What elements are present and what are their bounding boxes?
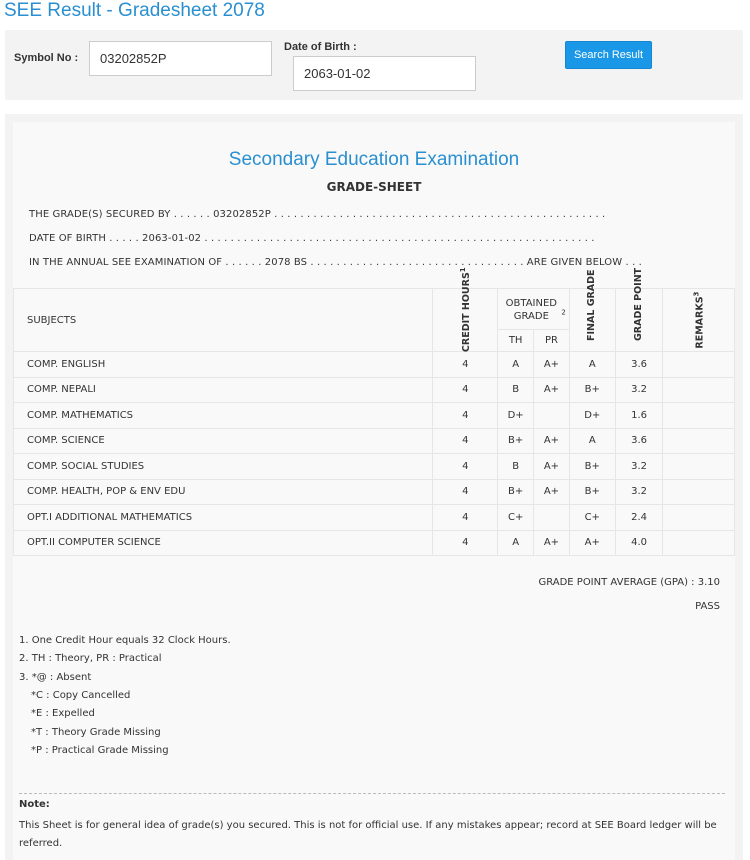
footnotes	[13, 619, 735, 860]
symbol-input[interactable]: 03202852P	[89, 41, 272, 76]
table-row	[14, 352, 735, 378]
header-obtained-grade: OBTAINED GRADE $^2$	[498, 289, 570, 330]
subject-cell: COMP. SCIENCE	[14, 428, 433, 454]
final-grade-cell: A	[569, 428, 615, 454]
pr-cell: A+	[534, 428, 570, 454]
remarks-cell	[663, 454, 735, 480]
final-grade-cell: B+	[569, 479, 615, 505]
search-result-button[interactable]: Search Result	[565, 41, 652, 69]
th-cell: B	[498, 454, 534, 480]
table-row	[14, 428, 735, 454]
subject-cell: COMP. NEPALI	[14, 377, 433, 403]
exam-year-line: IN THE ANNUAL SEE EXAMINATION OF . . . . . . 2078 BS . . . . . . . . . . . . . . . . . . . . . . . . . . . . . . . . . ARE GIVEN BELOW . . .	[29, 257, 642, 268]
header-pr: PR	[534, 330, 570, 352]
subject-cell: COMP. MATHEMATICS	[14, 403, 433, 429]
result-panel	[5, 114, 743, 860]
footnote-item: *P : Practical Grade Missing	[31, 745, 169, 756]
note-divider	[19, 793, 725, 794]
pr-cell: A+	[534, 530, 570, 556]
table-row	[14, 454, 735, 480]
credit-cell: 4	[433, 454, 498, 480]
final-grade-cell: B+	[569, 454, 615, 480]
final-grade-cell: B+	[569, 377, 615, 403]
th-cell: B+	[498, 479, 534, 505]
table-row	[14, 403, 735, 429]
grade-point-cell: 3.2	[615, 454, 663, 480]
th-cell: A	[498, 530, 534, 556]
gpa-text: GRADE POINT AVERAGE (GPA) : 3.10	[538, 577, 720, 588]
remarks-cell	[663, 479, 735, 505]
credit-cell: 4	[433, 530, 498, 556]
exam-title: Secondary Education Examination	[228, 149, 520, 170]
gradesheet-title: GRADE-SHEET	[326, 180, 422, 194]
subject-cell: COMP. ENGLISH	[14, 352, 433, 378]
footnote-item: *E : Expelled	[31, 708, 95, 719]
pr-cell	[534, 403, 570, 429]
footnote-item: 3. *@ : Absent	[19, 672, 92, 683]
header-grade-point: GRADE POINT	[615, 289, 663, 352]
table-row	[14, 377, 735, 403]
remarks-cell	[663, 352, 735, 378]
page-title: SEE Result - Gradesheet 2078	[4, 0, 265, 21]
grade-point-cell: 3.6	[615, 352, 663, 378]
th-cell: A	[498, 352, 534, 378]
note-title: Note:	[19, 799, 50, 810]
th-cell: B+	[498, 428, 534, 454]
grade-point-cell: 2.4	[615, 505, 663, 531]
header-remarks: REMARKS$^3$	[663, 289, 735, 352]
final-grade-cell: A	[569, 352, 615, 378]
symbol-label: Symbol No :	[14, 52, 79, 64]
footnote-item: 1. One Credit Hour equals 32 Clock Hours.	[19, 635, 231, 646]
remarks-cell	[663, 428, 735, 454]
credit-cell: 4	[433, 403, 498, 429]
remarks-cell	[663, 403, 735, 429]
table-row	[14, 505, 735, 531]
gradesheet	[13, 122, 735, 860]
subject-cell: OPT.II COMPUTER SCIENCE	[14, 530, 433, 556]
note-text: This Sheet is for general idea of grade(s) you secured. This is not for official use. If any mistakes appear; record at SEE Board ledger will be referred.	[19, 820, 717, 849]
remarks-cell	[663, 505, 735, 531]
result-status: PASS	[695, 601, 720, 612]
dob-label: Date of Birth :	[284, 41, 357, 53]
th-cell: C+	[498, 505, 534, 531]
subject-cell: OPT.I ADDITIONAL MATHEMATICS	[14, 505, 433, 531]
search-panel	[5, 30, 743, 100]
grade-point-cell: 3.2	[615, 479, 663, 505]
th-cell: B	[498, 377, 534, 403]
credit-cell: 4	[433, 428, 498, 454]
grade-table	[13, 267, 735, 556]
subject-cell: COMP. HEALTH, POP & ENV EDU	[14, 479, 433, 505]
grade-point-cell: 3.6	[615, 428, 663, 454]
pr-cell: A+	[534, 479, 570, 505]
grade-point-cell: 1.6	[615, 403, 663, 429]
credit-cell: 4	[433, 352, 498, 378]
grade-point-cell: 3.2	[615, 377, 663, 403]
header-th: TH	[498, 330, 534, 352]
secured-by-line: THE GRADE(S) SECURED BY . . . . . . 03202852P . . . . . . . . . . . . . . . . . . . . . . . . . . . . . . . . . . . . . . . . . . . . . . . . . . .	[29, 209, 606, 220]
dob-line: DATE OF BIRTH . . . . . 2063-01-02 . . . . . . . . . . . . . . . . . . . . . . . . . . . . . . . . . . . . . . . . . . . . . . . . . . . . . . . . . . . .	[29, 233, 595, 244]
final-grade-cell: A+	[569, 530, 615, 556]
credit-cell: 4	[433, 479, 498, 505]
pr-cell	[534, 505, 570, 531]
remarks-cell	[663, 377, 735, 403]
pr-cell: A+	[534, 377, 570, 403]
header-credit-hours: CREDIT HOURS$^1$	[433, 289, 498, 352]
credit-cell: 4	[433, 377, 498, 403]
remarks-cell	[663, 530, 735, 556]
dob-input[interactable]: 2063-01-02	[293, 56, 476, 91]
footnote-item: 2. TH : Theory, PR : Practical	[19, 653, 162, 664]
header-final-grade: FINAL GRADE	[569, 289, 615, 352]
grade-point-cell: 4.0	[615, 530, 663, 556]
footnote-item: *C : Copy Cancelled	[31, 690, 131, 701]
final-grade-cell: C+	[569, 505, 615, 531]
th-cell: D+	[498, 403, 534, 429]
pr-cell: A+	[534, 454, 570, 480]
table-row	[14, 479, 735, 505]
subject-cell: COMP. SOCIAL STUDIES	[14, 454, 433, 480]
table-row	[14, 530, 735, 556]
final-grade-cell: D+	[569, 403, 615, 429]
header-subjects: SUBJECTS	[14, 289, 433, 352]
footnote-item: *T : Theory Grade Missing	[31, 727, 161, 738]
credit-cell: 4	[433, 505, 498, 531]
pr-cell: A+	[534, 352, 570, 378]
